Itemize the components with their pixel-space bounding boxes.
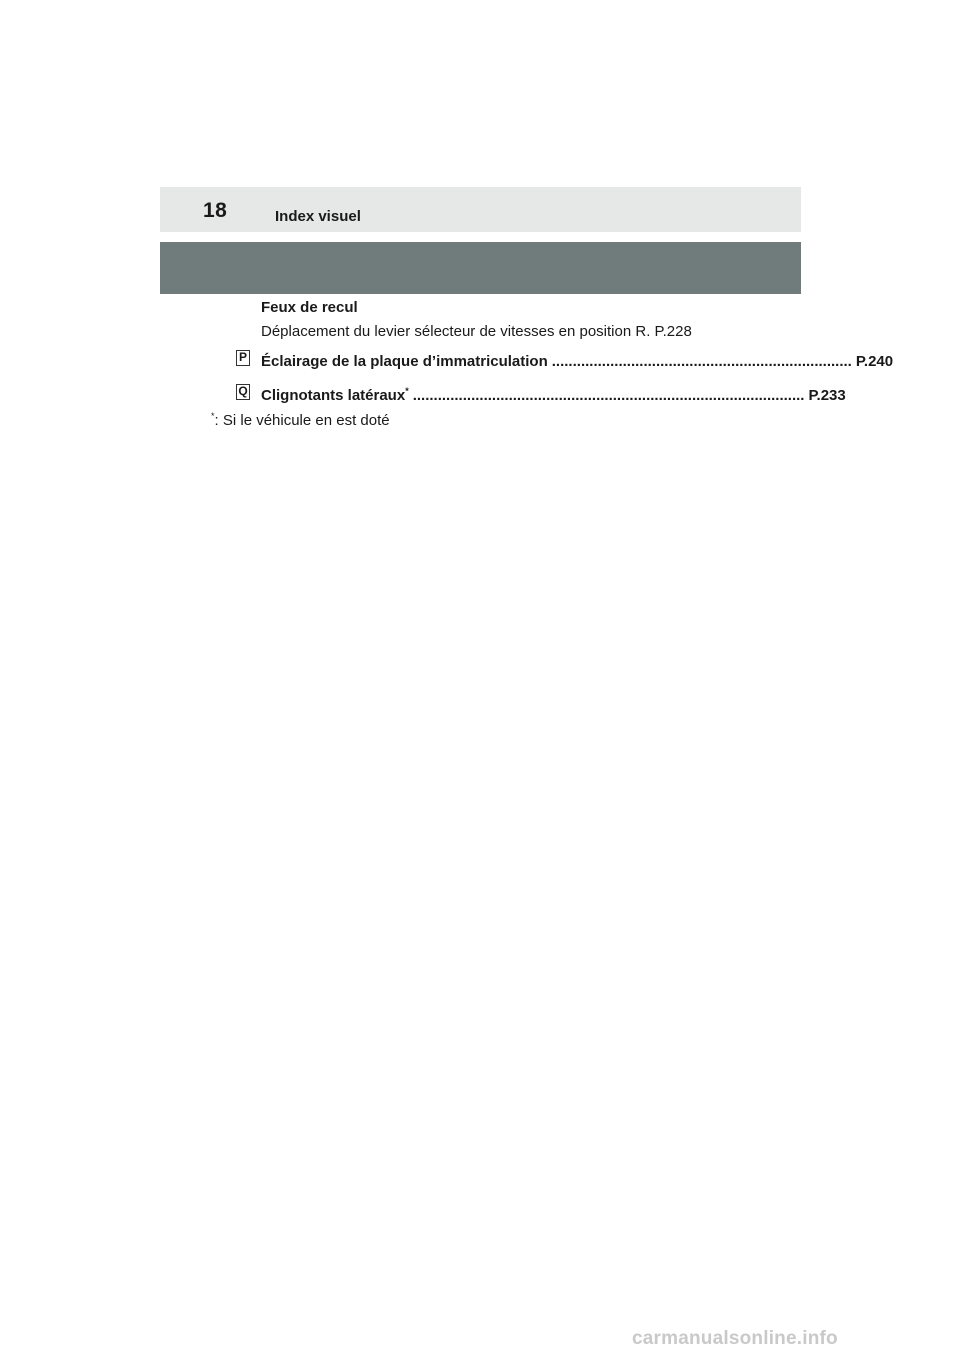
leader-dots: .............................................................................................. (412, 387, 805, 404)
header-band (160, 187, 801, 232)
section-title: Index visuel (275, 208, 361, 225)
entry-label (261, 386, 409, 404)
entry-label: Éclairage de la plaque d’immatriculation (261, 353, 548, 370)
watermark: carmanualsonline.info (632, 1328, 838, 1349)
leader-dots: ........................................................................ (551, 353, 852, 370)
page-number: 18 (203, 199, 228, 222)
entry-label-text: Clignotants latéraux (261, 387, 406, 404)
entry-license-plate-light[interactable] (261, 353, 894, 370)
asterisk-marker: * (405, 386, 409, 396)
entry-side-turn-signals[interactable] (261, 386, 846, 404)
footnote-text: : Si le véhicule en est doté (214, 412, 390, 429)
marker-q: Q (236, 384, 250, 400)
entry-description-reverse-lights: Déplacement du levier sélecteur de vitesses en position R. P.228 (261, 323, 692, 340)
page-reference-link[interactable]: P.233 (808, 387, 846, 404)
page-reference-link[interactable]: P.240 (855, 353, 894, 370)
footnote (211, 411, 390, 429)
marker-p: P (236, 350, 250, 366)
entry-title-reverse-lights: Feux de recul (261, 299, 358, 316)
footnote-asterisk: * (211, 411, 215, 421)
section-banner (160, 242, 801, 294)
